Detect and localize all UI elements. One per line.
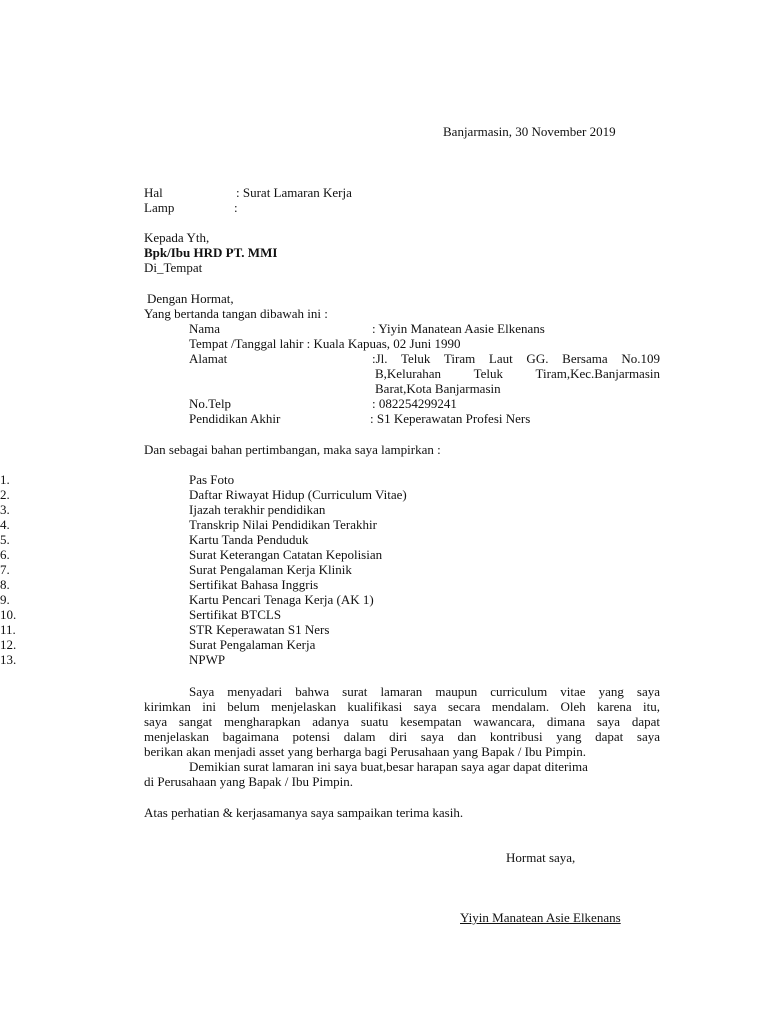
subject-label: Hal [144, 185, 163, 200]
list-item-text: Kartu Tanda Penduduk [189, 532, 309, 547]
list-item-number: 2. [0, 487, 10, 502]
list-item-number: 7. [0, 562, 10, 577]
list-item-text: Kartu Pencari Tenaga Kerja (AK 1) [189, 592, 374, 607]
list-item-number: 3. [0, 502, 10, 517]
name-label: Nama [189, 321, 221, 336]
paragraph-1-line-1: Saya menyadari bahwa surat lamaran maupun curriculum vitae yang saya [189, 684, 660, 699]
list-item-number: 8. [0, 577, 10, 592]
paragraph-1-line-4: menjelaskan bagaimana potensi dalam diri saya dan kontribusi yang dapat saya [144, 729, 660, 744]
recipient-line-2: Bpk/Ibu HRD PT. MMI [144, 245, 278, 260]
address-line-1: :Jl. Teluk Tiram Laut GG. Bersama No.109 [372, 351, 660, 366]
list-item [0, 517, 768, 532]
list-item [0, 472, 768, 487]
list-item-text: Sertifikat Bahasa Inggris [189, 577, 319, 592]
list-item-number: 10. [0, 607, 17, 622]
education-label: Pendidikan Akhir [189, 411, 281, 426]
list-item-text: Sertifikat BTCLS [189, 607, 282, 622]
list-item-number: 9. [0, 592, 10, 607]
signatory-name: Yiyin Manatean Asie Elkenans [460, 910, 621, 925]
attachments-intro: Dan sebagai bahan pertimbangan, maka saya lampirkan : [144, 442, 441, 457]
list-item-number: 6. [0, 547, 10, 562]
list-item-number: 12. [0, 637, 17, 652]
list-item-text: Transkrip Nilai Pendidikan Terakhir [189, 517, 377, 532]
list-item [0, 487, 768, 502]
list-item-text: Surat Keterangan Catatan Kepolisian [189, 547, 383, 562]
list-item [0, 532, 768, 547]
phone-label: No.Telp [189, 396, 232, 411]
place-date: Banjarmasin, 30 November 2019 [443, 124, 616, 139]
list-item [0, 637, 768, 652]
list-item-number: 13. [0, 652, 17, 667]
recipient-line-1: Kepada Yth, [144, 230, 210, 245]
address-label: Alamat [189, 351, 228, 366]
paragraph-1-line-3: saya sangat mengharapkan adanya suatu kesempatan wawancara, dimana saya dapat [144, 714, 660, 729]
list-item-text: STR Keperawatan S1 Ners [189, 622, 330, 637]
subject-value: : Surat Lamaran Kerja [236, 185, 352, 200]
list-item [0, 607, 768, 622]
closing-line: Atas perhatian & kerjasamanya saya sampaikan terima kasih. [144, 805, 464, 820]
recipient-line-3: Di_Tempat [144, 260, 203, 275]
list-item-number: 1. [0, 472, 10, 487]
regards: Hormat saya, [506, 850, 576, 865]
list-item [0, 577, 768, 592]
address-line-2: B,Kelurahan Teluk Tiram,Kec.Banjarmasin [375, 366, 660, 381]
paragraph-1-line-2: kirimkan ini belum menjelaskan kualifikasi saya secara mendalam. Oleh karena itu, [144, 699, 660, 714]
list-item-text: Surat Pengalaman Kerja [189, 637, 316, 652]
intro-line: Yang bertanda tangan dibawah ini : [144, 306, 328, 321]
list-item-text: Pas Foto [189, 472, 235, 487]
list-item-text: Ijazah terakhir pendidikan [189, 502, 326, 517]
paragraph-1-line-5: berikan akan menjadi asset yang berharga bagi Perusahaan yang Bapak / Ibu Pimpin. [144, 744, 586, 759]
name-value: : Yiyin Manatean Aasie Elkenans [372, 321, 545, 336]
list-item [0, 592, 768, 607]
greeting: Dengan Hormat, [147, 291, 234, 306]
paragraph-2-line-1: Demikian surat lamaran ini saya buat,besar harapan saya agar dapat diterima [189, 759, 588, 774]
list-item-text: Surat Pengalaman Kerja Klinik [189, 562, 352, 577]
birth-place-date: Tempat /Tanggal lahir : Kuala Kapuas, 02 Juni 1990 [189, 336, 461, 351]
list-item [0, 652, 768, 667]
list-item-text: Daftar Riwayat Hidup (Curriculum Vitae) [189, 487, 407, 502]
list-item-number: 11. [0, 622, 16, 637]
phone-value: : 082254299241 [372, 396, 457, 411]
list-item [0, 562, 768, 577]
list-item-number: 4. [0, 517, 10, 532]
attachment-value: : [234, 200, 238, 215]
attachment-label: Lamp [144, 200, 175, 215]
list-item [0, 622, 768, 637]
list-item-text: NPWP [189, 652, 226, 667]
list-item-number: 5. [0, 532, 10, 547]
paragraph-2-line-2: di Perusahaan yang Bapak / Ibu Pimpin. [144, 774, 354, 789]
list-item [0, 547, 768, 562]
address-line-3: Barat,Kota Banjarmasin [375, 381, 501, 396]
list-item [0, 502, 768, 517]
education-value: : S1 Keperawatan Profesi Ners [370, 411, 531, 426]
